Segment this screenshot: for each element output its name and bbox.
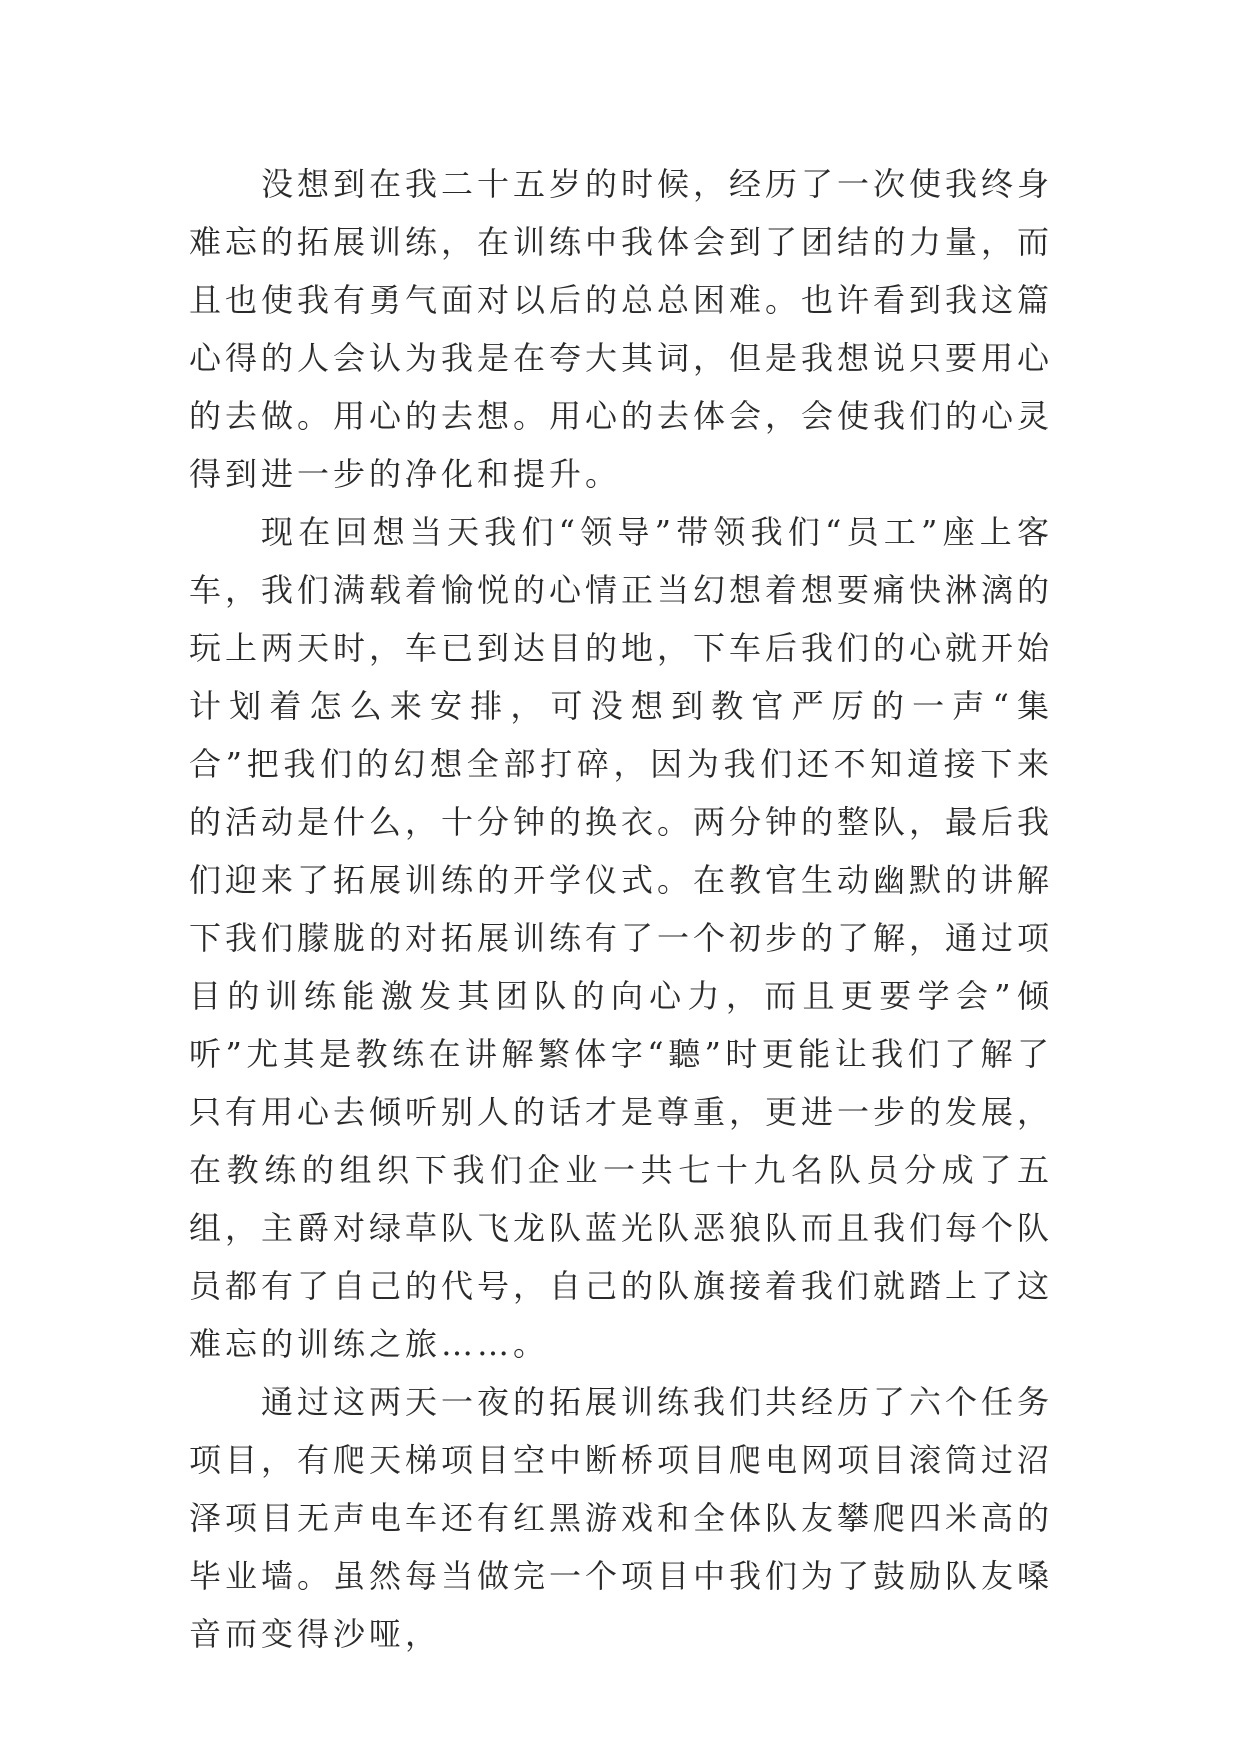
document-body	[189, 155, 1053, 1663]
paragraph-1: 没想到在我二十五岁的时候，经历了一次使我终身难忘的拓展训练，在训练中我体会到了团结的力量，而且也使我有勇气面对以后的总总困难。也许看到我这篇心得的人会认为我是在夸大其词，但是我想说只要用心的去做。用心的去想。用心的去体会，会使我们的心灵得到进一步的净化和提升。	[189, 165, 1054, 493]
paragraph-3: 通过这两天一夜的拓展训练我们共经历了六个任务项目，有爬天梯项目空中断桥项目爬电网项目滚筒过沼泽项目无声电车还有红黑游戏和全体队友攀爬四米高的毕业墙。虽然每当做完一个项目中我们为了鼓励队友嗓音而变得沙哑，	[189, 1383, 1054, 1653]
paragraph-2: 现在回想当天我们“领导”带领我们“员工”座上客车，我们满载着愉悦的心情正当幻想着想要痛快淋漓的玩上两天时，车已到达目的地，下车后我们的心就开始计划着怎么来安排，可没想到教官严厉的一声“集合”把我们的幻想全部打碎，因为我们还不知道接下来的活动是什么，十分钟的换衣。两分钟的整队，最后我们迎来了拓展训练的开学仪式。在教官生动幽默的讲解下我们朦胧的对拓展训练有了一个初步的了解，通过项目的训练能激发其团队的向心力，而且更要学会”倾听”尤其是教练在讲解繁体字“聽”时更能让我们了解了只有用心去倾听别人的话才是尊重，更进一步的发展，在教练的组织下我们企业一共七十九名队员分成了五组，主爵对绿草队飞龙队蓝光队恶狼队而且我们每个队员都有了自己的代号，自己的队旗接着我们就踏上了这难忘的训练之旅……。	[189, 513, 1054, 1363]
